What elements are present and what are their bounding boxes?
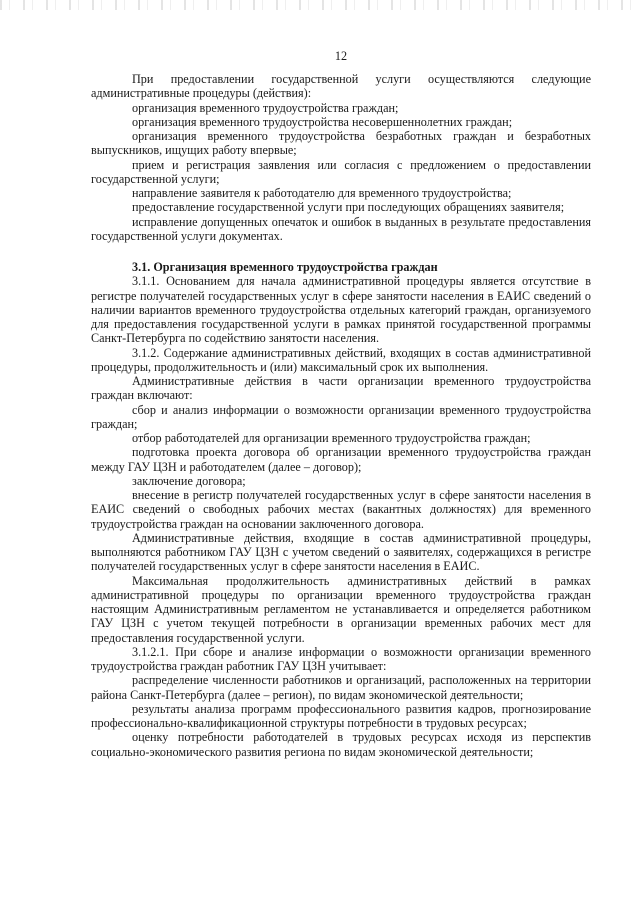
intro-lead: При предоставлении государственной услуги осуществляются следующие административные процедуры (действия): bbox=[91, 72, 591, 101]
document-body bbox=[91, 72, 591, 759]
section-paragraph: распределение численности работников и организаций, расположенных на территории района Санкт-Петербурга (далее – регион), по видам экономической деятельности; bbox=[91, 673, 591, 702]
section-paragraph: Административные действия, входящие в состав административной процедуры, выполняются работником ГАУ ЦЗН с учетом сведений о заявителях, содержащихся в регистре получателей государственных услуг в сфере занятости населения в ЕАИС. bbox=[91, 530, 591, 574]
intro-item: организация временного трудоустройства безработных граждан и безработных выпускников, ищущих работу впервые; bbox=[91, 129, 591, 158]
page-number: 12 bbox=[334, 49, 348, 63]
section-paragraph: оценку потребности работодателей в трудовых ресурсах исходя из перспектив социально-экономического развития региона по видам экономической деятельности; bbox=[91, 730, 591, 759]
section-heading: 3.1. Организация временного трудоустройства граждан bbox=[132, 260, 438, 274]
section-paragraph: отбор работодателей для организации временного трудоустройства граждан; bbox=[132, 431, 531, 445]
section-spacer bbox=[91, 243, 591, 260]
section-paragraph: подготовка проекта договора об организации временного трудоустройства граждан между ГАУ ЦЗН и работодателем (далее – договор); bbox=[91, 445, 591, 474]
intro-item: организация временного трудоустройства несовершеннолетних граждан; bbox=[132, 114, 513, 129]
intro-item: исправление допущенных опечаток и ошибок в выданных в результате предоставления государственной услуги документах. bbox=[91, 214, 591, 243]
intro-item: предоставление государственной услуги при последующих обращениях заявителя; bbox=[132, 200, 565, 215]
intro-item: направление заявителя к работодателю для временного трудоустройства; bbox=[132, 186, 512, 200]
section-paragraph: внесение в регистр получателей государственных услуг в сфере занятости населения в ЕАИС сведений о свободных рабочих местах (вакантных должностях) для временного трудоустройства граждан на основании заключенного договора. bbox=[91, 488, 591, 531]
section-paragraph: 3.1.2.1. При сборе и анализе информации о возможности организации временного трудоустройства граждан работник ГАУ ЦЗН учитывает: bbox=[91, 644, 591, 673]
section-paragraph: Максимальная продолжительность административных действий в рамках административной процедуры по организации временного трудоустройства граждан настоящим Административным регламентом не устанавливается и определяется работником ГАУ ЦЗН с учетом текущей потребности в организации временных рабочих мест для предоставления государственной услуги. bbox=[91, 573, 591, 645]
section-paragraph: заключение договора; bbox=[132, 473, 246, 488]
intro-item: прием и регистрация заявления или согласия с предложением о предоставлении государственной услуги; bbox=[91, 157, 591, 186]
section-paragraph: 3.1.1. Основанием для начала административной процедуры является отсутствие в регистре получателей государственных услуг в сфере занятости населения в ЕАИС сведений о наличии вариантов временного трудоустройства отдельных категорий граждан, организуемого для предоставления государственной услуги в рамках принятой государственной программы Санкт-Петербурга по содействию занятости населения. bbox=[91, 274, 591, 346]
section-paragraph: 3.1.2. Содержание административных действий, входящих в состав административной процедуры, продолжительность и (или) максимальный срок их выполнения. bbox=[91, 345, 591, 374]
section-paragraph: Административные действия в части организации временного трудоустройства граждан включают: bbox=[91, 374, 591, 403]
intro-item: организация временного трудоустройства граждан; bbox=[132, 100, 399, 115]
section-paragraph: результаты анализа программ профессионального развития кадров, прогнозирование профессионально-квалификационной структуры потребности в трудовых ресурсах; bbox=[91, 701, 591, 730]
scan-artifact-strip bbox=[0, 0, 640, 10]
section-paragraph: сбор и анализ информации о возможности организации временного трудоустройства граждан; bbox=[91, 402, 591, 431]
